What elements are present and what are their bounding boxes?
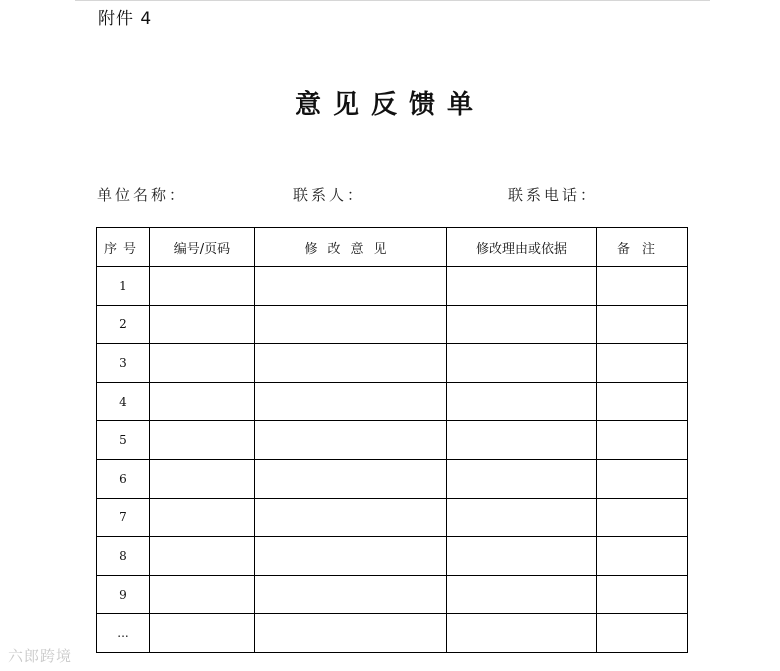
remarks-cell[interactable] (597, 421, 688, 460)
reason-cell[interactable] (447, 614, 597, 653)
opinion-cell[interactable] (255, 575, 447, 614)
header-seq: 序号 (97, 228, 150, 267)
feedback-table (96, 227, 688, 653)
remarks-cell[interactable] (597, 498, 688, 537)
code-page-cell[interactable] (150, 537, 255, 576)
table-header-row (97, 228, 688, 267)
remarks-cell[interactable] (597, 267, 688, 306)
reason-cell[interactable] (447, 498, 597, 537)
opinion-cell[interactable] (255, 537, 447, 576)
reason-cell[interactable] (447, 267, 597, 306)
contact-phone-label: 联系电话： (508, 186, 599, 204)
unit-name-label: 单位名称： (97, 186, 188, 204)
row-seq-cell: 7 (97, 498, 150, 537)
header-remarks: 备注 (597, 228, 688, 267)
remarks-cell[interactable] (597, 344, 688, 383)
row-seq-cell: 8 (97, 537, 150, 576)
reason-cell[interactable] (447, 575, 597, 614)
remarks-cell[interactable] (597, 382, 688, 421)
watermark: 六郎跨境 (8, 647, 73, 665)
opinion-cell[interactable] (255, 498, 447, 537)
table-row (97, 267, 688, 306)
code-page-cell[interactable] (150, 344, 255, 383)
remarks-cell[interactable] (597, 305, 688, 344)
table-row (97, 537, 688, 576)
attachment-label: 附件 4 (98, 9, 153, 29)
row-seq-cell: 5 (97, 421, 150, 460)
table-row (97, 459, 688, 498)
header-reason: 修改理由或依据 (447, 228, 597, 267)
reason-cell[interactable] (447, 344, 597, 383)
table-row (97, 382, 688, 421)
top-rule (75, 0, 710, 1)
table-row (97, 305, 688, 344)
opinion-cell[interactable] (255, 344, 447, 383)
opinion-cell[interactable] (255, 614, 447, 653)
opinion-cell[interactable] (255, 267, 447, 306)
header-code-page: 编号/页码 (150, 228, 255, 267)
remarks-cell[interactable] (597, 459, 688, 498)
reason-cell[interactable] (447, 459, 597, 498)
code-page-cell[interactable] (150, 614, 255, 653)
remarks-cell[interactable] (597, 614, 688, 653)
contact-person-label: 联系人： (293, 186, 366, 204)
reason-cell[interactable] (447, 305, 597, 344)
row-seq-cell: 6 (97, 459, 150, 498)
opinion-cell[interactable] (255, 459, 447, 498)
table-row (97, 498, 688, 537)
table-row (97, 344, 688, 383)
row-seq-cell: 3 (97, 344, 150, 383)
row-seq-cell: 2 (97, 305, 150, 344)
opinion-cell[interactable] (255, 382, 447, 421)
reason-cell[interactable] (447, 421, 597, 460)
row-seq-cell: 4 (97, 382, 150, 421)
table-row (97, 575, 688, 614)
code-page-cell[interactable] (150, 575, 255, 614)
header-opinion: 修改意见 (255, 228, 447, 267)
table-row (97, 421, 688, 460)
code-page-cell[interactable] (150, 305, 255, 344)
remarks-cell[interactable] (597, 537, 688, 576)
remarks-cell[interactable] (597, 575, 688, 614)
opinion-cell[interactable] (255, 305, 447, 344)
reason-cell[interactable] (447, 537, 597, 576)
code-page-cell[interactable] (150, 421, 255, 460)
opinion-cell[interactable] (255, 421, 447, 460)
code-page-cell[interactable] (150, 382, 255, 421)
code-page-cell[interactable] (150, 459, 255, 498)
reason-cell[interactable] (447, 382, 597, 421)
row-seq-cell: ... (97, 614, 150, 653)
code-page-cell[interactable] (150, 267, 255, 306)
row-seq-cell: 9 (97, 575, 150, 614)
code-page-cell[interactable] (150, 498, 255, 537)
page-title: 意见反馈单 (294, 90, 485, 120)
row-seq-cell: 1 (97, 267, 150, 306)
table-row (97, 614, 688, 653)
